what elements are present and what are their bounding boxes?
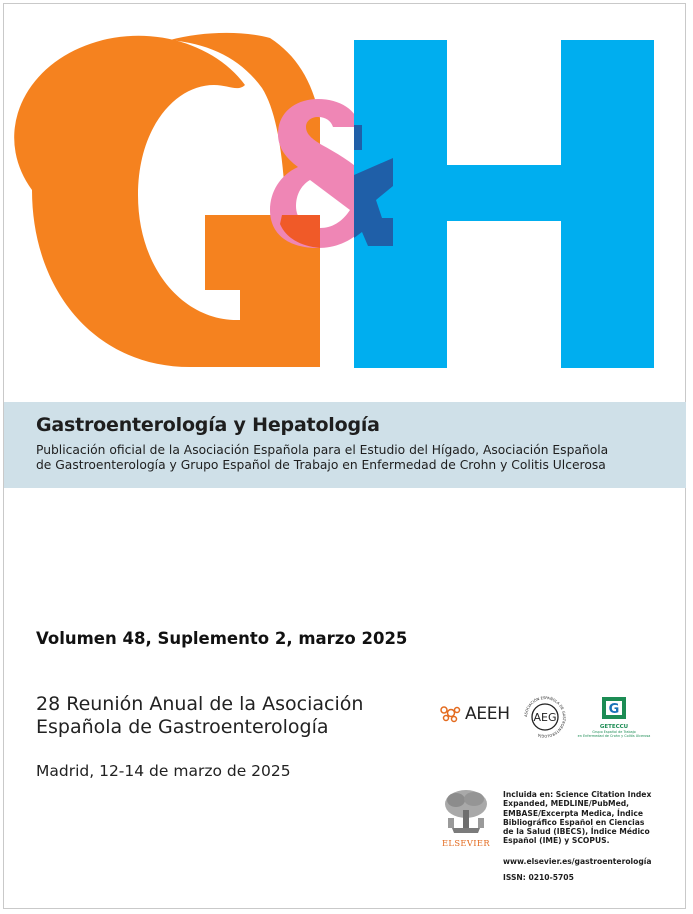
geteccu-logo (572, 696, 656, 738)
aeg-label: AEG (533, 711, 557, 724)
issn: ISSN: 0210-5705 (503, 873, 574, 882)
meeting-title (36, 693, 436, 739)
meeting-line-1: 28 Reunión Anual de la Asociación (36, 693, 364, 715)
indexing-line-6: Español (IME) y SCOPUS. (503, 836, 610, 846)
aeeh-logo (438, 704, 510, 724)
geteccu-label: GETECCU (599, 724, 629, 730)
indexing-line-2: Expanded, MEDLINE/PubMed, (503, 799, 630, 809)
subtitle-line-2: de Gastroenterología y Grupo Español de Trabajo en Enfermedad de Crohn y Colitis Ulcerosa (36, 458, 606, 472)
aeg-ring-text: ASOCIACIÓN ESPAÑOLA DE GASTROENTEROLOGÍA (523, 695, 567, 739)
indexing-line-4: Bibliográfico Español en Ciencias (503, 817, 645, 827)
letter-h (354, 40, 654, 368)
gh-logo (0, 0, 693, 400)
svg-text:G: G (608, 702, 620, 717)
indexing-line-5: de la Salud (IBECS), Índice Médico (503, 827, 650, 837)
elsevier-label: ELSEVIER (441, 838, 491, 848)
geteccu-line-1: Grupo Español de Trabajo (592, 730, 636, 734)
indexing-info (503, 790, 673, 846)
indexing-line-3: EMBASE/Excerpta Medica, Índice (503, 808, 643, 818)
elsevier-logo (440, 788, 492, 848)
meeting-line-2: Española de Gastroenterología (36, 716, 329, 738)
aeeh-emblem-icon (438, 704, 462, 724)
aeg-logo (522, 694, 568, 740)
subtitle-line-1: Publicación oficial de la Asociación Española para el Estudio del Hígado, Asociación Española (36, 443, 609, 457)
elsevier-tree-icon (442, 788, 490, 834)
volume-info: Volumen 48, Suplemento 2, marzo 2025 (36, 629, 408, 648)
journal-subtitle (36, 443, 676, 473)
place-date: Madrid, 12-14 de marzo de 2025 (36, 762, 291, 780)
geteccu-line-2: en Enfermedad de Crohn y Colitis Ulcerosa (577, 734, 651, 738)
indexing-line-1: Incluida en: Science Citation Index (503, 790, 652, 799)
aeeh-label: AEEH (465, 704, 510, 724)
journal-url: www.elsevier.es/gastroenterología (503, 857, 652, 866)
geteccu-emblem-icon (600, 696, 628, 720)
journal-title: Gastroenterología y Hepatología (36, 414, 380, 436)
